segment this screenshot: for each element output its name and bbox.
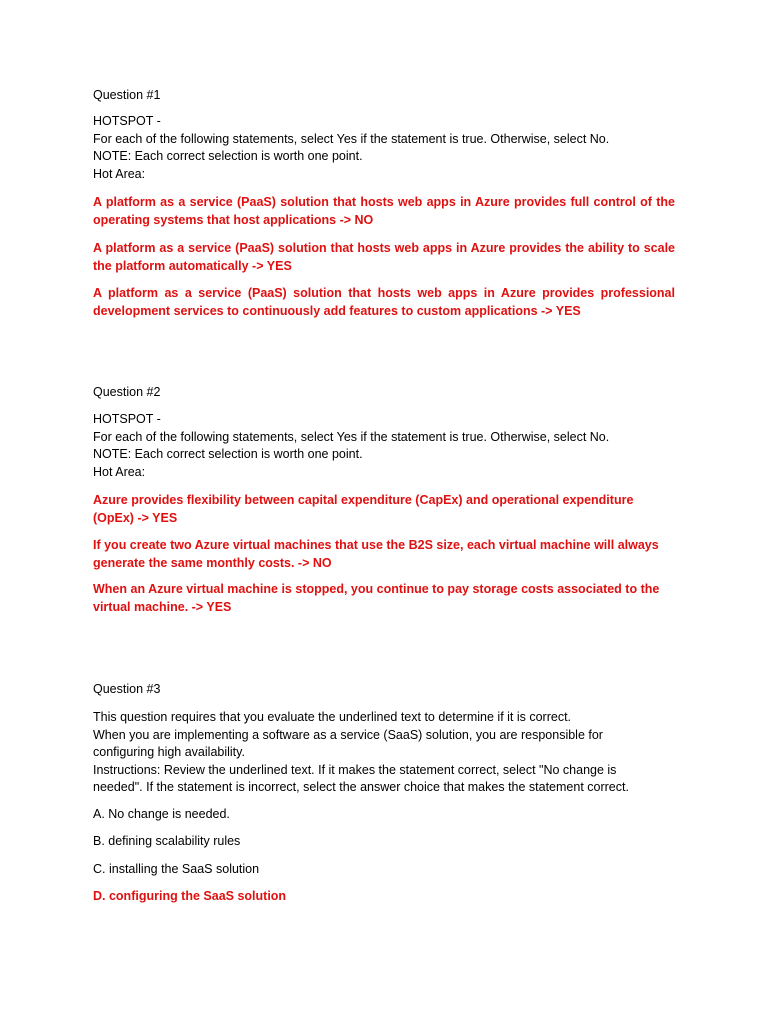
question-3-intro-line: When you are implementing a software as a service (SaaS) solution, you are responsible for (93, 727, 603, 742)
question-3-option-c: C. installing the SaaS solution (93, 862, 260, 876)
question-2-answer-1: Azure provides flexibility between capital expenditure (CapEx) and operational expenditure (OpEx) -> YES (93, 493, 634, 525)
question-3-option-d-correct: D. configuring the SaaS solution (93, 889, 287, 903)
question-3-option-b: B. defining scalability rules (93, 834, 241, 848)
question-1-header (93, 113, 675, 183)
question-3-intro-line: Instructions: Review the underlined text. If it makes the statement correct, select "No change is (93, 762, 617, 777)
question-1-hot-area: Hot Area: (93, 166, 146, 181)
question-2-answer-3: When an Azure virtual machine is stopped, you continue to pay storage costs associated to the virtual machine. -> YES (93, 582, 660, 614)
question-1-instructions: For each of the following statements, select Yes if the statement is true. Otherwise, select No. (93, 131, 610, 146)
question-2-hotspot: HOTSPOT - (93, 412, 161, 426)
question-2-header (93, 411, 675, 481)
question-1-note: NOTE: Each correct selection is worth one point. (93, 149, 363, 163)
question-3-intro-line: This question requires that you evaluate the underlined text to determine if it is correct. (93, 710, 572, 724)
question-1-answer-2: A platform as a service (PaaS) solution that hosts web apps in Azure provides the ability to scale the platform automatically -> YES (93, 241, 675, 273)
question-3-intro-line: needed". If the statement is incorrect, select the answer choice that makes the statement correct. (93, 780, 629, 794)
question-3-title: Question #3 (93, 682, 161, 696)
question-2-title: Question #2 (93, 385, 161, 399)
question-1-title: Question #1 (93, 88, 161, 102)
question-3-intro (93, 709, 675, 797)
question-2-instructions: For each of the following statements, select Yes if the statement is true. Otherwise, select No. (93, 429, 610, 444)
question-3-intro-line: configuring high availability. (93, 745, 245, 759)
question-2-note: NOTE: Each correct selection is worth one point. (93, 447, 363, 461)
question-2-answer-2: If you create two Azure virtual machines that use the B2S size, each virtual machine will always generate the same monthly costs. -> NO (93, 538, 659, 570)
question-1-answer-3: A platform as a service (PaaS) solution that hosts web apps in Azure provides professional development services to continuously add features to custom applications -> YES (93, 286, 675, 318)
question-3-option-a: A. No change is needed. (93, 807, 230, 821)
question-2-hot-area: Hot Area: (93, 464, 146, 479)
question-1-answer-1: A platform as a service (PaaS) solution that hosts web apps in Azure provides full control of the operating systems that host applications -> NO (93, 195, 675, 227)
question-1-hotspot: HOTSPOT - (93, 114, 161, 128)
